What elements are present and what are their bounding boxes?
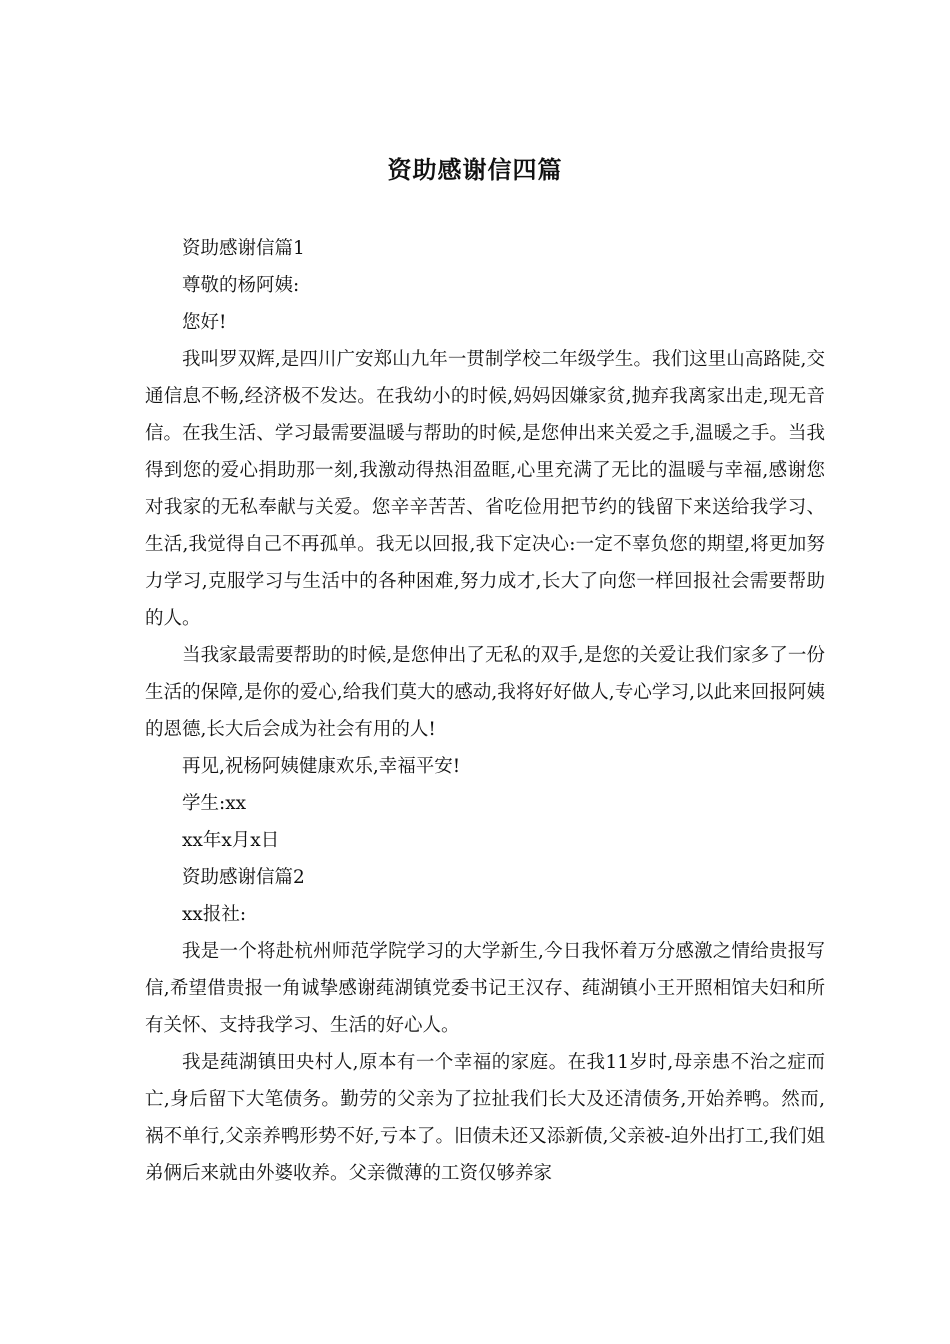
body-paragraph: 我是一个将赴杭州师范学院学习的大学新生,今日我怀着万分感激之情给贵报写信,希望借贵报一角诚挚感谢莼湖镇党委书记王汉存、莼湖镇小王开照相馆夫妇和所有关怀、支持我学习、生活的好心人。	[145, 941, 825, 1036]
closing-line: 再见,祝杨阿姨健康欢乐,幸福平安!	[182, 756, 461, 777]
body-paragraph: 当我家最需要帮助的时候,是您伸出了无私的双手,是您的关爱让我们家多了一份生活的保障,是你的爱心,给我们莫大的感动,我将好好做人,专心学习,以此来回报阿姨的恩德,长大后会成为社会有用的人!	[145, 645, 825, 740]
date-line: xx年x月x日	[182, 830, 280, 851]
document-body	[145, 230, 825, 1192]
salutation: xx报社:	[182, 904, 247, 925]
section-heading-1: 资助感谢信篇1	[182, 238, 305, 259]
body-paragraph: 我叫罗双辉,是四川广安郑山九年一贯制学校二年级学生。我们这里山高路陡,交通信息不畅,经济极不发达。在我幼小的时候,妈妈因嫌家贫,抛弃我离家出走,现无音信。在我生活、学习最需要温暖与帮助的时候,是您伸出来关爱之手,温暖之手。当我得到您的爱心捐助那一刻,我激动得热泪盈眶,心里充满了无比的温暖与幸福,感谢您对我家的无私奉献与关爱。您辛辛苦苦、省吃俭用把节约的钱留下来送给我学习、生活,我觉得自己不再孤单。我无以回报,我下定决心:一定不辜负您的期望,将更加努力学习,克服学习与生活中的各种困难,努力成才,长大了向您一样回报社会需要帮助的人。	[145, 349, 825, 629]
salutation: 尊敬的杨阿姨:	[182, 275, 300, 296]
body-paragraph: 我是莼湖镇田央村人,原本有一个幸福的家庭。在我11岁时,母亲患不治之症而亡,身后留下大笔债务。勤劳的父亲为了拉扯我们长大及还清债务,开始养鸭。然而,祸不单行,父亲养鸭形势不好,亏本了。旧债未还又添新债,父亲被-迫外出打工,我们姐弟俩后来就由外婆收养。父亲微薄的工资仅够养家	[145, 1052, 825, 1184]
section-heading-2: 资助感谢信篇2	[182, 867, 305, 888]
document-title: 资助感谢信四篇	[387, 155, 563, 184]
greeting: 您好!	[182, 312, 227, 333]
signature: 学生:xx	[182, 793, 247, 814]
